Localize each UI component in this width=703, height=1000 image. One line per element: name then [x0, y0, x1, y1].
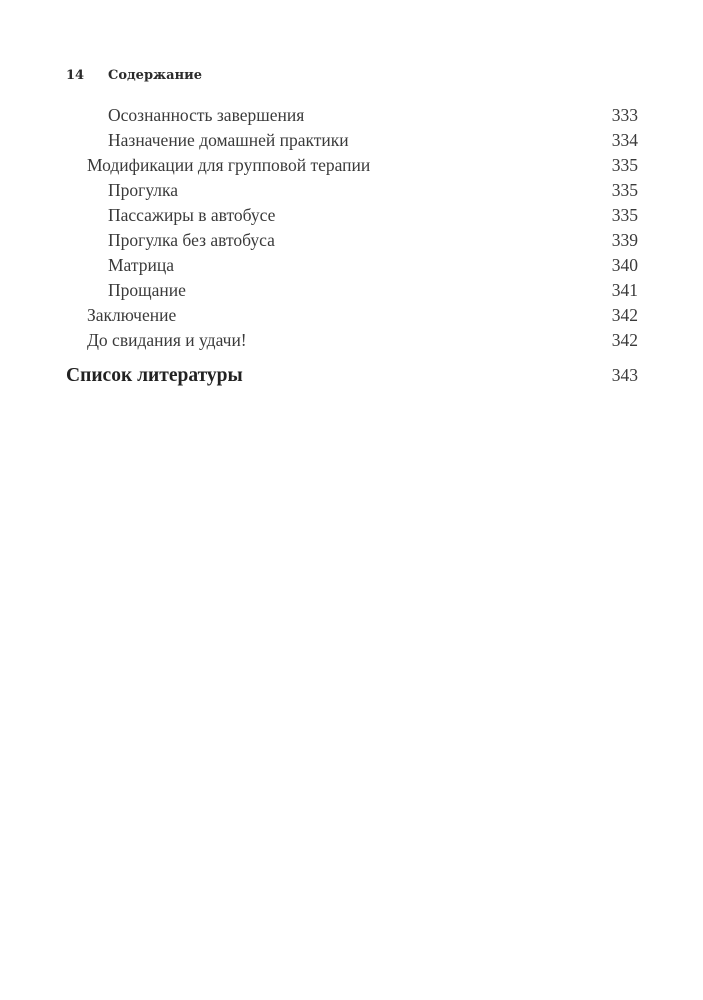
running-head — [66, 68, 202, 86]
toc-chapter-entry — [66, 363, 638, 388]
toc-entry — [66, 328, 638, 353]
toc-entry-page: 335 — [611, 155, 638, 175]
toc-entry-label: Модификации для групповой терапии — [87, 155, 371, 175]
toc-entry-label: Прогулка — [108, 180, 179, 200]
toc-entry-page: 340 — [611, 255, 638, 275]
toc-entry — [66, 228, 638, 253]
toc-entry-label: Пассажиры в автобусе — [108, 205, 276, 225]
toc-chapter-label: Список литературы — [66, 365, 243, 386]
toc-entry-label: Прогулка без автобуса — [108, 230, 275, 250]
toc-entry-page: 335 — [611, 180, 638, 200]
toc-entry-label: Прощание — [108, 280, 186, 300]
toc-entry — [66, 303, 638, 328]
toc-chapter-page: 343 — [611, 365, 638, 385]
toc-entry-page: 339 — [611, 230, 638, 250]
toc-entry — [66, 278, 638, 303]
toc-entry-page: 335 — [611, 205, 638, 225]
toc-entry-label: Осознанность завершения — [108, 105, 305, 125]
toc-entry-page: 342 — [611, 305, 638, 325]
toc-entry — [66, 153, 638, 178]
toc-entry-label: До свидания и удачи! — [87, 330, 247, 350]
page-number: 14 — [66, 68, 85, 83]
toc-entry-label: Заключение — [87, 305, 177, 325]
toc-entry-label: Матрица — [108, 255, 174, 275]
table-of-contents — [66, 103, 638, 388]
toc-entry — [66, 203, 638, 228]
running-head-title: Содержание — [108, 68, 203, 83]
toc-entry — [66, 103, 638, 128]
toc-entry — [66, 253, 638, 278]
toc-entry — [66, 178, 638, 203]
toc-entry — [66, 128, 638, 153]
toc-entry-page: 333 — [611, 105, 638, 125]
toc-entry-page: 341 — [611, 280, 638, 300]
toc-entry-page: 334 — [611, 130, 638, 150]
toc-entry-label: Назначение домашней практики — [108, 130, 349, 150]
toc-entry-page: 342 — [611, 330, 638, 350]
